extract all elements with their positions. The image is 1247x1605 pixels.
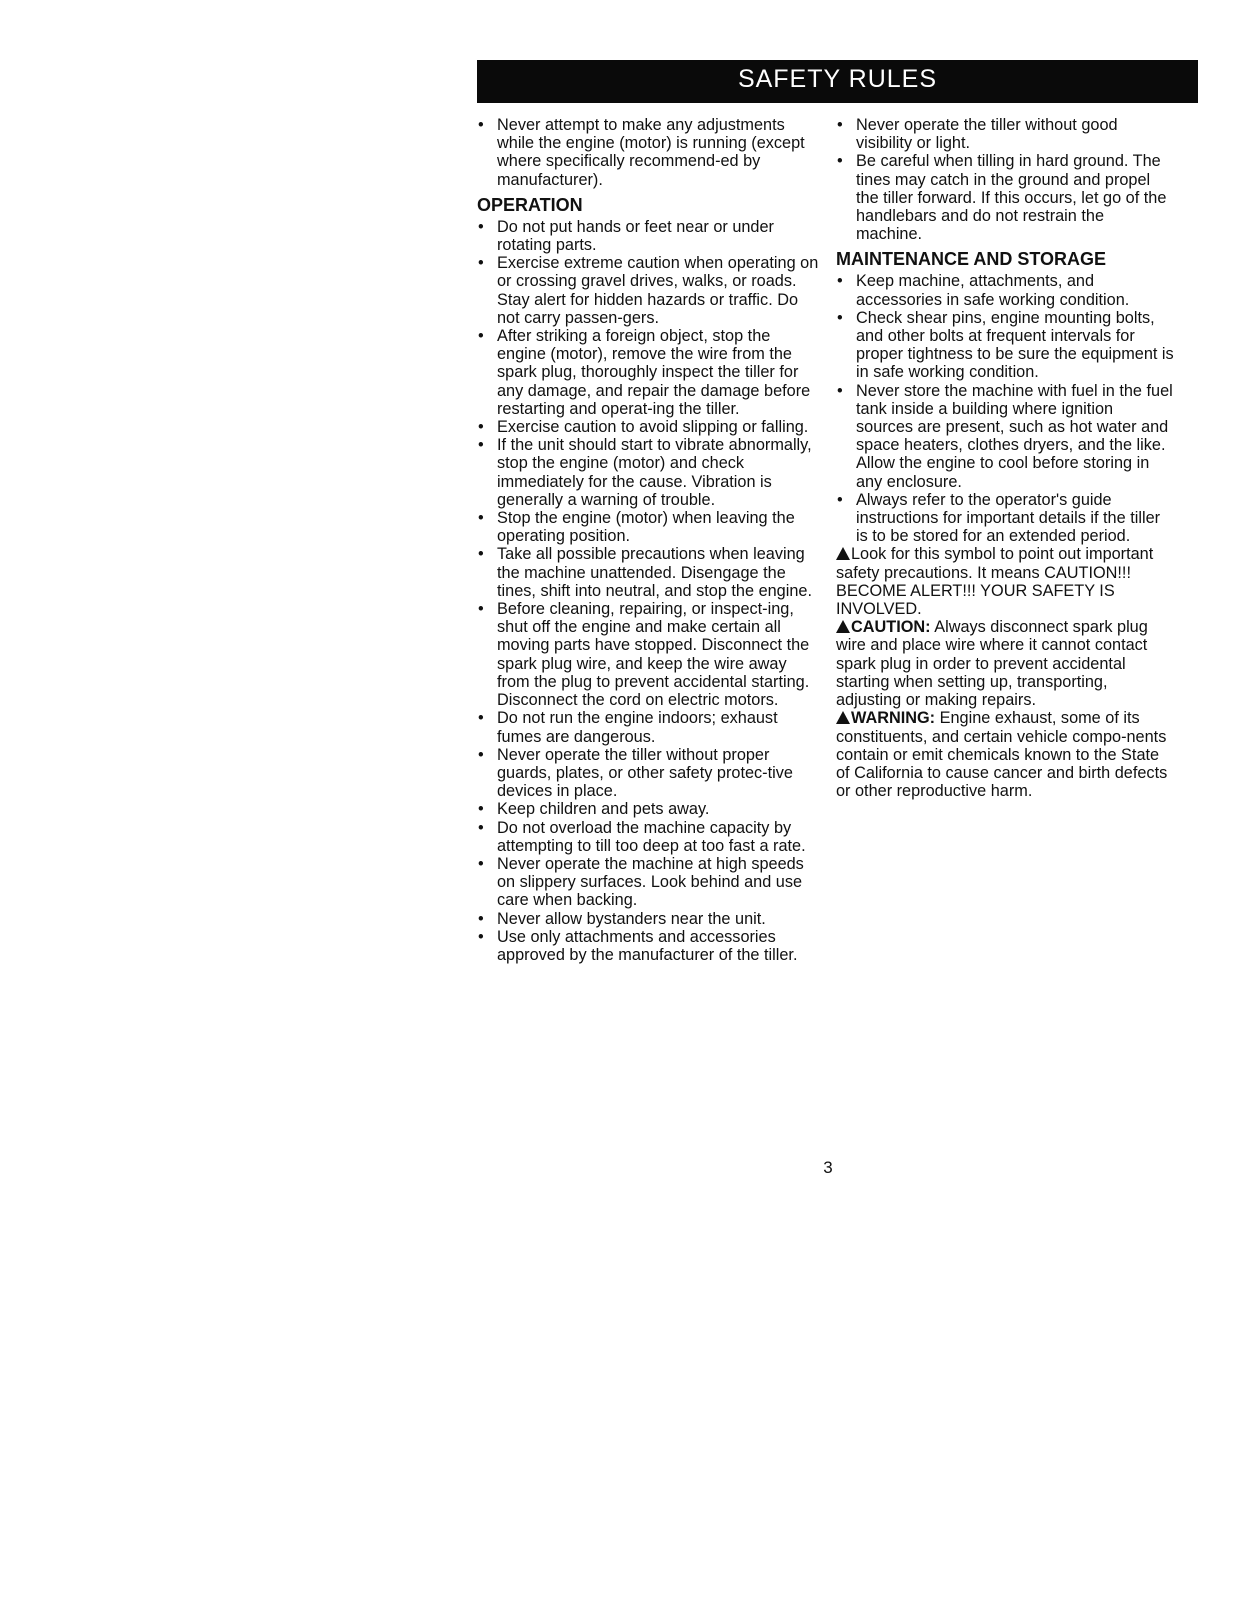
- bullet-icon: •: [478, 545, 484, 564]
- warning-triangle-icon: [836, 547, 850, 560]
- list-item-text: Never store the machine with fuel in the fuel tank inside a building where ignition sources are present, such as hot water and space heaters, clothes dryers, and the like. Allow the engine to cool before storing in any enclosure.: [856, 381, 1173, 491]
- page-number: 3: [823, 1158, 833, 1177]
- list-item: [477, 819, 822, 855]
- operation-heading: OPERATION: [477, 194, 583, 215]
- list-item: [477, 418, 822, 436]
- list-item-text: Exercise extreme caution when operating on or crossing gravel drives, walks, or roads. Stay alert for hidden hazards or traffic. Do not carry passen-gers.: [497, 254, 819, 327]
- bullet-icon: •: [837, 490, 843, 509]
- bullet-icon: •: [837, 272, 843, 291]
- list-item: [477, 545, 822, 600]
- list-item: [836, 491, 1174, 546]
- left-column: [477, 116, 822, 964]
- bullet-icon: •: [478, 927, 484, 946]
- list-item-text: Exercise caution to avoid slipping or falling.: [497, 418, 809, 437]
- bullet-icon: •: [478, 909, 484, 928]
- list-item: [477, 436, 822, 509]
- warning-triangle-icon: [836, 711, 850, 724]
- bullet-icon: •: [478, 709, 484, 728]
- list-item: [477, 855, 822, 910]
- operation-list: [477, 218, 822, 964]
- list-item-text: Always refer to the operator's guide instructions for important details if the tiller is to be stored for an extended period.: [856, 490, 1161, 546]
- list-item-text: Never operate the tiller without good visibility or light.: [856, 116, 1118, 153]
- bullet-icon: •: [478, 436, 484, 455]
- list-item: [477, 327, 822, 418]
- list-item: [477, 254, 822, 327]
- maintenance-list: [836, 272, 1174, 545]
- maintenance-heading: MAINTENANCE AND STORAGE: [836, 249, 1107, 270]
- list-item-text: Never operate the machine at high speeds on slippery surfaces. Look behind and use care when backing.: [497, 854, 804, 910]
- list-item: [836, 116, 1174, 152]
- warning-notice: [836, 709, 1174, 800]
- bullet-icon: •: [837, 381, 843, 400]
- list-item-text: Do not overload the machine capacity by attempting to till too deep at too fast a rate.: [497, 818, 806, 855]
- list-item-text: Check shear pins, engine mounting bolts, and other bolts at frequent intervals for proper tightness to be sure the equipment is in safe working condition.: [856, 308, 1174, 382]
- list-item-text: If the unit should start to vibrate abnormally, stop the engine (motor) and check immediately for the cause. Vibration is generally a warning of trouble.: [497, 436, 812, 509]
- bullet-icon: •: [478, 600, 484, 619]
- list-item: [477, 509, 822, 545]
- list-item-text: Keep machine, attachments, and accessories in safe working condition.: [856, 272, 1130, 309]
- bullet-icon: •: [837, 152, 843, 171]
- list-item: [836, 309, 1174, 382]
- list-item: [477, 218, 822, 254]
- intro-list: [477, 116, 822, 189]
- bullet-icon: •: [478, 800, 484, 819]
- right-column: [836, 116, 1174, 800]
- list-item: [477, 746, 822, 801]
- list-item: [477, 116, 822, 189]
- bullet-icon: •: [478, 854, 484, 873]
- warning-text: Engine exhaust, some of its constituents, and certain vehicle compo-nents contain or emit chemicals known to the State of California to cause cancer and birth defects or other reproductive harm.: [836, 709, 1168, 801]
- symbol-notice-text: Look for this symbol to point out important safety precautions. It means CAUTION!!! BECOME ALERT!!! YOUR SAFETY IS INVOLVED.: [836, 545, 1154, 619]
- list-item-text: Do not run the engine indoors; exhaust fumes are dangerous.: [497, 709, 778, 746]
- bullet-icon: •: [478, 327, 484, 346]
- list-item-text: After striking a foreign object, stop the engine (motor), remove the wire from the spark plug, thoroughly inspect the tiller for any damage, and repair the damage before restarting and operat-ing the tiller.: [497, 327, 811, 418]
- list-item-text: Never attempt to make any adjustments while the engine (motor) is running (except where specifically recommend-ed by manufacturer).: [497, 116, 805, 189]
- list-item-text: Stop the engine (motor) when leaving the operating position.: [497, 509, 795, 546]
- list-item-text: Before cleaning, repairing, or inspect-ing, shut off the engine and make certain all moving parts have stopped. Disconnect the spark plug wire, and keep the wire away from the plug to prevent accidental starting. Disconnect the cord on electric motors.: [497, 600, 810, 710]
- list-item-text: Use only attachments and accessories approved by the manufacturer of the tiller.: [497, 927, 798, 964]
- list-item-text: Keep children and pets away.: [497, 800, 710, 819]
- list-item-text: Never allow bystanders near the unit.: [497, 909, 766, 928]
- page-title: SAFETY RULES: [477, 60, 1198, 103]
- caution-notice: [836, 618, 1174, 709]
- list-item-text: Do not put hands or feet near or under rotating parts.: [497, 217, 774, 255]
- bullet-icon: •: [478, 418, 484, 437]
- operation-list-continued: [836, 116, 1174, 243]
- bullet-icon: •: [478, 509, 484, 528]
- list-item: [477, 910, 822, 928]
- bullet-icon: •: [837, 116, 843, 134]
- list-item: [836, 382, 1174, 491]
- list-item-text: Be careful when tilling in hard ground. The tines may catch in the ground and propel the tiller forward. If this occurs, let go of the handlebars and do not restrain the machine.: [856, 152, 1167, 244]
- list-item: [477, 928, 822, 964]
- caution-label: CAUTION:: [851, 618, 931, 637]
- list-item: [477, 709, 822, 745]
- bullet-icon: •: [837, 308, 843, 327]
- bullet-icon: •: [478, 116, 484, 134]
- warning-triangle-icon: [836, 620, 850, 633]
- caution-text: Always disconnect spark plug wire and place wire where it cannot contact spark plug in order to prevent accidental starting when setting up, transporting, adjusting or making repairs.: [836, 618, 1148, 710]
- bullet-icon: •: [478, 818, 484, 837]
- list-item: [836, 152, 1174, 243]
- warning-label: WARNING:: [851, 709, 936, 728]
- bullet-icon: •: [478, 254, 484, 273]
- list-item: [477, 600, 822, 709]
- list-item-text: Take all possible precautions when leaving the machine unattended. Disengage the tines, shift into neutral, and stop the engine.: [497, 545, 812, 600]
- bullet-icon: •: [478, 745, 484, 764]
- list-item: [836, 272, 1174, 308]
- list-item: [477, 800, 822, 818]
- symbol-notice: [836, 545, 1174, 618]
- list-item-text: Never operate the tiller without proper guards, plates, or other safety protec-tive devices in place.: [497, 745, 793, 801]
- bullet-icon: •: [478, 217, 484, 236]
